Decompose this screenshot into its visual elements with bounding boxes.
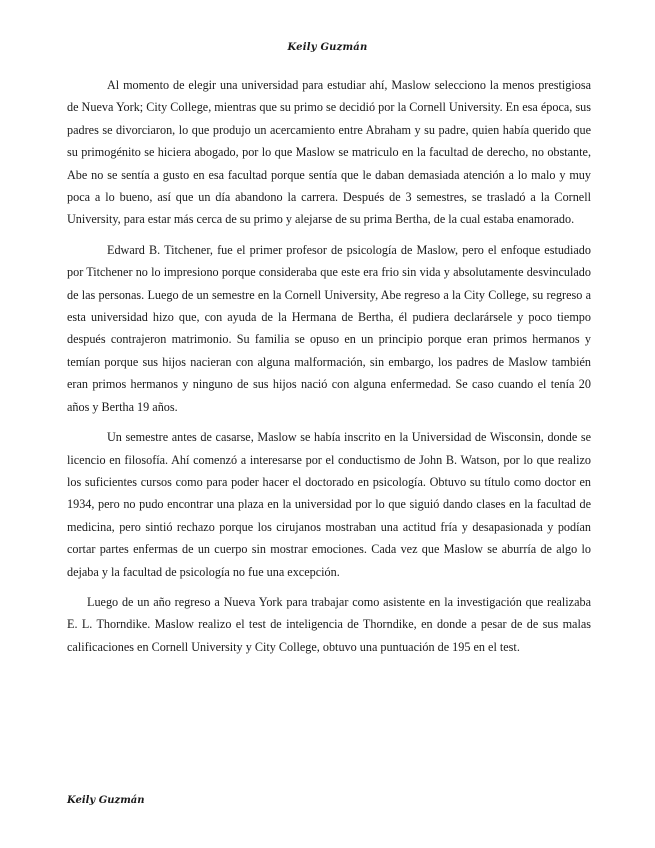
paragraph-3: Un semestre antes de casarse, Maslow se había inscrito en la Universidad de Wisconsin, donde se licencio en filosofía. Ahí comenzó a interesarse por el conductismo de John B. Watson, por lo que realizo los suficientes cursos como para poder hacer el doctorado en psicología. Obtuvo su título como doctor en 1934, pero no pudo encontrar una plaza en la universidad por lo que siguió dando clases en la facultad de medicina, pero sintió rechazo porque los cirujanos mostraban una actitud fría y desapasionada y podían cortar partes enfermas de un cuerpo sin mostrar emociones. Cada vez que Maslow se aburría de algo lo dejaba y la facultad de psicología no fue una excepción.	[67, 430, 591, 579]
paragraph-2: Edward B. Titchener, fue el primer profesor de psicología de Maslow, pero el enfoque estudiado por Titchener no lo impresiono porque consideraba que este era frio sin vida y absolutamente desvinculado de las personas. Luego de un semestre en la Cornell University, Abe regreso a la City College, su regreso a esta universidad hizo que, con ayuda de la Hermana de Bertha, él pudiera declarársele y poco tiempo después contrajeron matrimonio. Su familia se opuso en un principio porque eran primos hermanos y temían porque sus hijos nacieran con alguna malformación, sin embargo, los padres de Maslow también eran primos hermanos y ninguno de sus hijos nació con alguna enfermedad. Se caso cuando el tenía 20 años y Bertha 19 años.	[67, 242, 591, 414]
document-body	[67, 74, 591, 666]
footer-author-name: Keily Guzmán	[67, 795, 145, 806]
header-author-name: Keily Guzmán	[287, 42, 368, 53]
paragraph-1: Al momento de elegir una universidad para estudiar ahí, Maslow selecciono la menos prestigiosa de Nueva York; City College, mientras que su primo se decidió por la Cornell University. En esa época, sus padres se divorciaron, lo que produjo un acercamiento entre Abraham y su padre, quien había querido que su primogénito se hiciera abogado, por lo que Maslow se matriculo en la facultad de derecho, no obstante, Abe no se sentía a gusto en esa facultad porque sentía que le daban demasiada atención a lo malo y muy poca a lo bueno, así que un día abandono la carrera. Después de 3 semestres, se trasladó a la Cornell University, para estar más cerca de su primo y alejarse de su prima Bertha, de la cual estaba enamorado.	[67, 78, 591, 227]
paragraph-4: Luego de un año regreso a Nueva York para trabajar como asistente en la investigación que realizaba E. L. Thorndike. Maslow realizo el test de inteligencia de Thorndike, en donde a pesar de de sus malas calificaciones en Cornell University y City College, obtuvo una puntuación de 195 en el test.	[67, 594, 591, 654]
